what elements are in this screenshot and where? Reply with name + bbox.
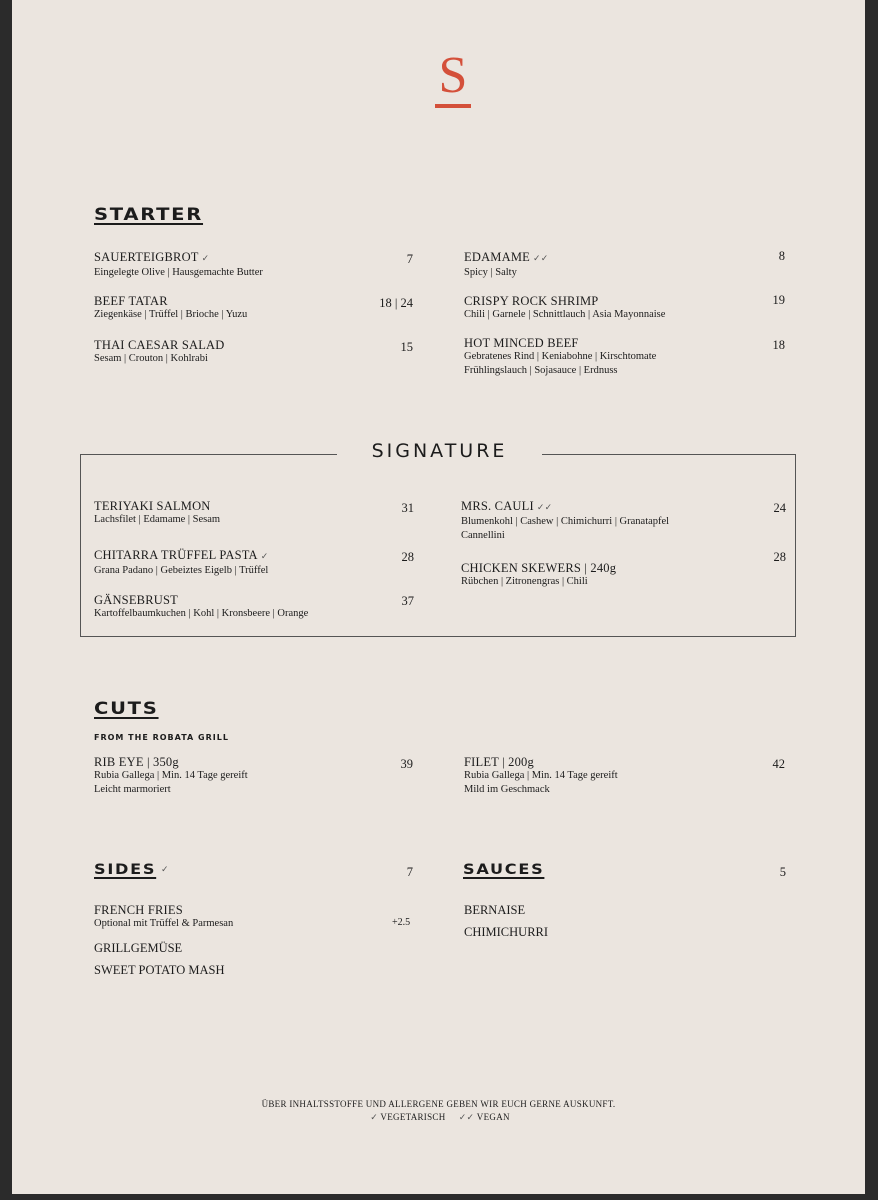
item-name: MRS. CAULI [461, 499, 534, 513]
item-price: 7 [406, 252, 413, 266]
item-name: SAUERTEIGBROT [94, 250, 199, 264]
item-description: Kartoffelbaumkuchen | Kohl | Kronsbeere | Orange [94, 608, 309, 619]
sauces-title: SAUCES [463, 862, 545, 878]
item-price: 15 [400, 340, 413, 354]
item-name: CRISPY ROCK SHRIMP [464, 294, 599, 308]
item-description: Optional mit Trüffel & Parmesan [94, 918, 234, 929]
item-name: HOT MINCED BEEF [464, 336, 579, 350]
item-description-2: Mild im Geschmack [464, 783, 550, 795]
item-price: 18 [772, 338, 785, 352]
cuts-title: CUTS [94, 699, 159, 719]
item-name: CHICKEN SKEWERS | 240g [461, 561, 617, 575]
sauces-price: 5 [779, 865, 786, 879]
item-description: Grana Padano | Gebeiztes Eigelb | Trüffel [94, 565, 269, 576]
item-description-2: Frühlingslauch | Sojasauce | Erdnuss [464, 364, 618, 376]
signature-title: SIGNATURE [337, 440, 542, 462]
vegetarian-icon: ✓ [161, 865, 169, 875]
item-price: 42 [772, 757, 785, 771]
side-item: SWEET POTATO MASH [94, 963, 225, 977]
item-name: FILET | 200g [464, 755, 534, 769]
sides-title [94, 862, 156, 878]
vegetarian-icon: ✓ [201, 254, 210, 264]
vegan-label: VEGAN [476, 1112, 510, 1122]
logo-letter: S [438, 47, 468, 104]
item-price: 28 [401, 550, 414, 564]
item-description: Eingelegte Olive | Hausgemachte Butter [94, 267, 263, 278]
sides-title-text: SIDES [94, 862, 157, 878]
item-price: 8 [778, 249, 785, 263]
item-description: Spicy | Salty [464, 267, 517, 278]
item-name: CHITARRA TRÜFFEL PASTA [94, 548, 258, 562]
sides-price: 7 [406, 865, 413, 879]
sauce-item: BERNAISE [464, 903, 526, 917]
item-price: 37 [401, 594, 414, 608]
item-description: Lachsfilet | Edamame | Sesam [94, 514, 221, 525]
side-item: GRILLGEMÜSE [94, 941, 183, 955]
item-price: 19 [772, 293, 785, 307]
item-description: Ziegenkäse | Trüffel | Brioche | Yuzu [94, 309, 248, 320]
item-addon-price: +2.5 [392, 917, 411, 928]
item-price: 18 | 24 [379, 296, 413, 310]
item-price: 31 [401, 501, 414, 515]
vegetarian-label: VEGETARISCH [380, 1112, 446, 1122]
item-description: Rubia Gallega | Min. 14 Tage gereift [464, 770, 618, 781]
item-description-2: Leicht marmoriert [94, 783, 171, 795]
allergen-note: ÜBER INHALTSSTOFFE UND ALLERGENE GEBEN WIR EUCH GERNE AUSKUNFT. [261, 1099, 616, 1109]
starter-title: STARTER [94, 205, 204, 225]
item-description: Rubia Gallega | Min. 14 Tage gereift [94, 770, 248, 781]
item-name: RIB EYE | 350g [94, 755, 179, 769]
vegan-icon: ✓✓ [532, 254, 549, 264]
vegetarian-icon: ✓ [370, 1113, 379, 1123]
vegan-icon: ✓✓ [458, 1113, 475, 1123]
item-price: 28 [773, 550, 786, 564]
item-description: Chili | Garnele | Schnittlauch | Asia Mayonnaise [464, 309, 666, 320]
logo-underline [435, 104, 471, 108]
cuts-subtitle: FROM THE ROBATA GRILL [94, 733, 229, 742]
item-price: 24 [773, 501, 786, 515]
vegetarian-icon: ✓ [260, 552, 269, 562]
item-description: Blumenkohl | Cashew | Chimichurri | Granatapfel [461, 516, 670, 527]
sauce-item: CHIMICHURRI [464, 925, 549, 939]
item-description-2: Cannellini [461, 529, 505, 541]
item-name: THAI CAESAR SALAD [94, 338, 225, 352]
restaurant-logo [434, 47, 472, 108]
item-description: Rübchen | Zitronengras | Chili [461, 576, 588, 587]
menu-item [94, 903, 414, 931]
diet-legend [12, 1112, 865, 1123]
item-name: BEEF TATAR [94, 294, 168, 308]
item-price: 39 [400, 757, 413, 771]
menu-page [12, 0, 865, 1194]
vegan-icon: ✓✓ [536, 503, 553, 513]
item-description: Sesam | Crouton | Kohlrabi [94, 353, 208, 364]
item-name: EDAMAME [464, 250, 530, 264]
item-name: GÄNSEBRUST [94, 593, 178, 607]
menu-item [461, 561, 781, 589]
item-name: TERIYAKI SALMON [94, 499, 211, 513]
item-description: Gebratenes Rind | Keniabohne | Kirschtomate [464, 351, 657, 362]
item-name: FRENCH FRIES [94, 903, 183, 917]
